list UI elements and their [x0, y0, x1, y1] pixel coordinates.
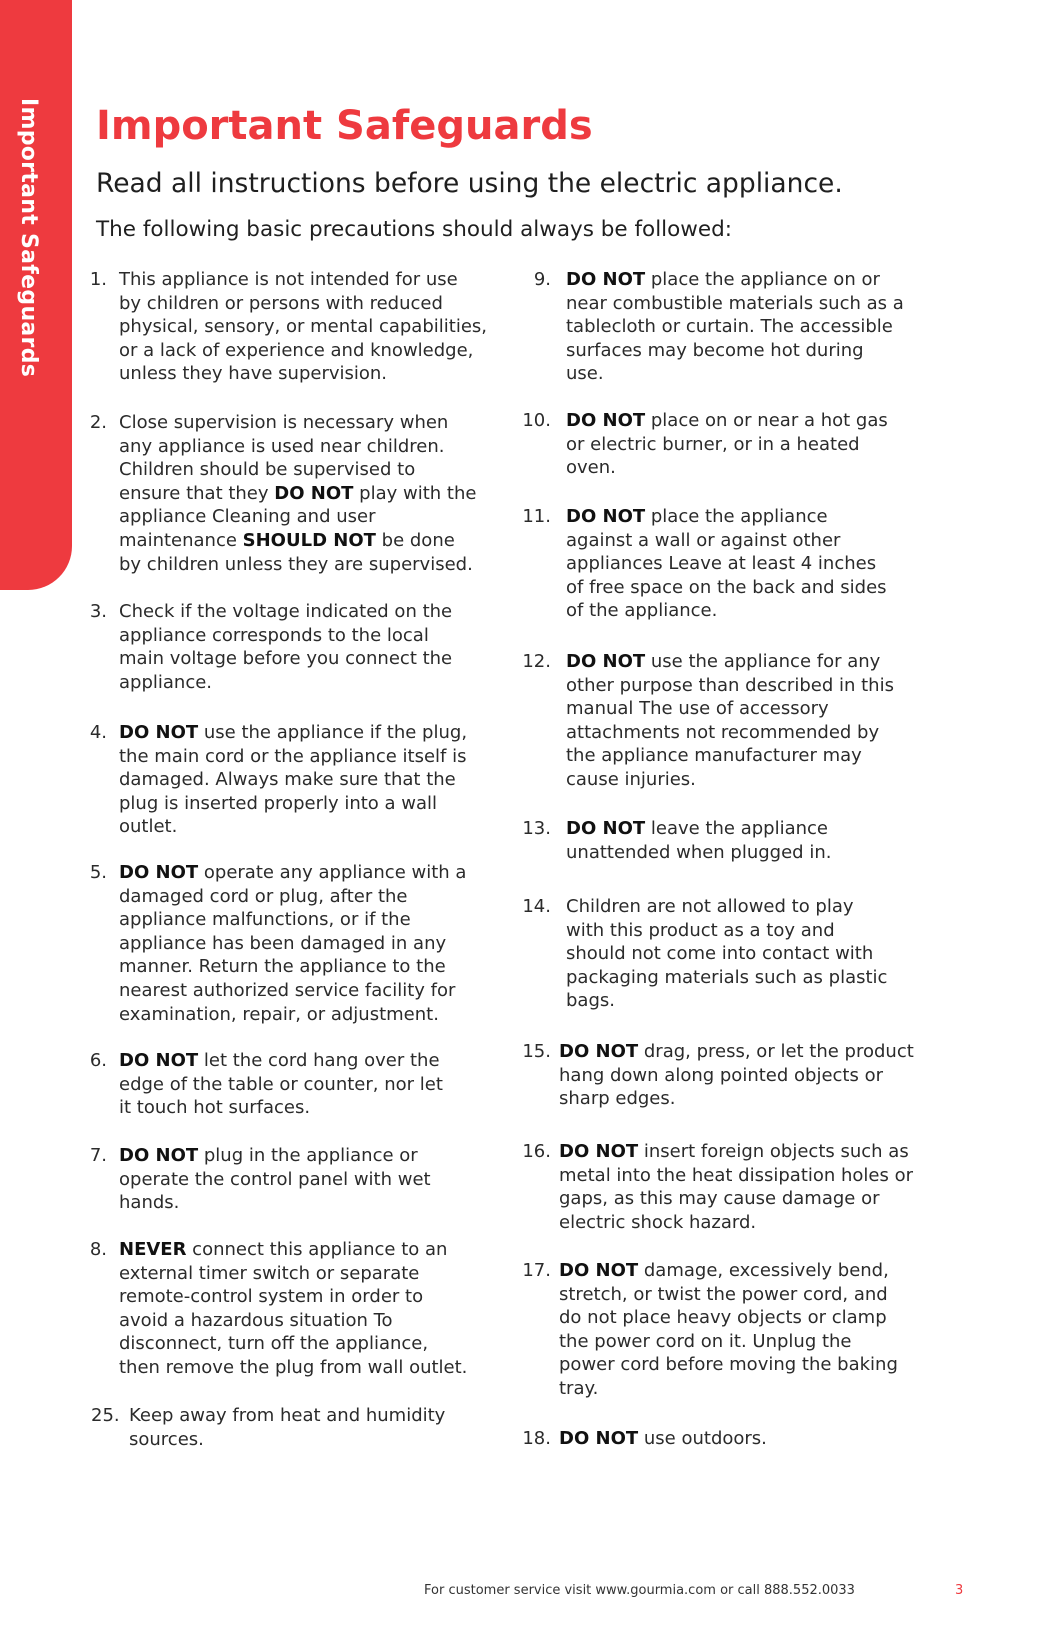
text-line: sharp edges. [559, 1088, 676, 1110]
text-line: Keep away from heat and humidity [129, 1405, 446, 1426]
text-line: attachments not recommended by [566, 721, 880, 743]
list-item-number: 9. [533, 269, 551, 290]
text-line: cause injuries. [566, 768, 696, 790]
list-item-number: 10. [522, 410, 551, 431]
text-line: NEVER connect this appliance to an [119, 1239, 448, 1260]
list-item [0, 1040, 1000, 1111]
text-line: examination, repair, or adjustment. [119, 1003, 439, 1025]
side-tab-label: Important Safeguards [16, 98, 41, 378]
text-line: DO NOT damage, excessively bend, [559, 1260, 889, 1281]
text-line: gaps, as this may cause damage or [559, 1188, 880, 1210]
list-item-text [566, 505, 936, 623]
list-item [0, 1427, 1000, 1451]
text-line: maintenance SHOULD NOT be done [119, 529, 455, 551]
text-line: the main cord or the appliance itself is [119, 745, 467, 767]
text-line: or a lack of experience and knowledge, [119, 339, 474, 361]
text-line: or electric burner, or in a heated [566, 433, 860, 455]
text-line: surfaces may become hot during [566, 339, 864, 361]
text-line: of the appliance. [566, 600, 718, 622]
list-item-text [566, 817, 936, 864]
text-line: This appliance is not intended for use [119, 269, 458, 290]
text-line: DO NOT place on or near a hot gas [566, 410, 888, 431]
text-line: nearest authorized service facility for [119, 979, 456, 1001]
text-line: use. [566, 363, 604, 385]
text-line: Check if the voltage indicated on the [119, 601, 453, 622]
text-line: bags. [566, 990, 615, 1012]
text-line: unless they have supervision. [119, 363, 388, 385]
text-line: by children unless they are supervised. [119, 553, 473, 575]
text-line: oven. [566, 457, 616, 479]
text-line: outlet. [119, 816, 178, 838]
list-item [0, 650, 1000, 792]
list-item-number: 25. [91, 1405, 120, 1426]
list-item-number: 5. [89, 862, 107, 883]
text-line: DO NOT use the appliance for any [566, 651, 881, 672]
list-item-number: 15. [522, 1041, 551, 1062]
text-line: sources. [129, 1428, 204, 1450]
text-line: by children or persons with reduced [119, 292, 443, 314]
text-line: any appliance is used near children. [119, 435, 445, 457]
text-line: appliance corresponds to the local [119, 624, 429, 646]
text-line: appliance malfunctions, or if the [119, 909, 411, 931]
list-item-number: 6. [89, 1050, 107, 1071]
text-line: other purpose than described in this [566, 674, 894, 696]
text-line: near combustible materials such as a [566, 292, 904, 314]
text-line: DO NOT place the appliance on or [566, 269, 880, 290]
list-item-text [566, 268, 936, 386]
list-item [0, 817, 1000, 864]
list-item [0, 895, 1000, 1013]
text-line: Children are not allowed to play [566, 896, 854, 917]
text-line: tray. [559, 1377, 599, 1399]
text-line: appliances Leave at least 4 inches [566, 553, 877, 575]
text-line: appliance Cleaning and user [119, 506, 376, 528]
text-line: disconnect, turn off the appliance, [119, 1333, 429, 1355]
text-line: should not come into contact with [566, 943, 874, 965]
text-line: packaging materials such as plastic [566, 966, 888, 988]
text-line: DO NOT let the cord hang over the [119, 1050, 440, 1071]
text-line: DO NOT plug in the appliance or [119, 1145, 418, 1166]
list-item [0, 409, 1000, 480]
page-number: 3 [955, 1583, 964, 1598]
page-subtitle: Read all instructions before using the electric appliance. [96, 168, 843, 199]
text-line: main voltage before you connect the [119, 648, 453, 670]
text-line: remote-control system in order to [119, 1286, 424, 1308]
list-item-number: 8. [89, 1239, 107, 1260]
text-line: the appliance manufacturer may [566, 745, 862, 767]
text-line: plug is inserted properly into a wall [119, 792, 438, 814]
text-line: DO NOT insert foreign objects such as [559, 1141, 909, 1162]
text-line: tablecloth or curtain. The accessible [566, 316, 893, 338]
text-line: stretch, or twist the power cord, and [559, 1283, 888, 1305]
text-line: avoid a hazardous situation To [119, 1309, 393, 1331]
text-line: of free space on the back and sides [566, 576, 887, 598]
list-item-number: 4. [89, 722, 107, 743]
text-line: the power cord on it. Unplug the [559, 1330, 852, 1352]
list-item [0, 268, 1000, 386]
text-line: metal into the heat dissipation holes or [559, 1164, 914, 1186]
list-item-number: 17. [522, 1260, 551, 1281]
list-item [0, 1259, 1000, 1401]
list-item-number: 2. [89, 412, 107, 433]
text-line: electric shock hazard. [559, 1211, 757, 1233]
text-line: DO NOT use the appliance if the plug, [119, 722, 468, 743]
list-item-text [559, 1259, 929, 1401]
text-line: then remove the plug from wall outlet. [119, 1356, 468, 1378]
text-line: manner. Return the appliance to the [119, 956, 446, 978]
list-item-number: 11. [522, 506, 551, 527]
text-line: manual The use of accessory [566, 698, 829, 720]
list-item-number: 12. [522, 651, 551, 672]
list-item-number: 16. [522, 1141, 551, 1162]
list-item [0, 1140, 1000, 1234]
text-line: DO NOT drag, press, or let the product [559, 1041, 914, 1062]
list-item-number: 1. [89, 269, 107, 290]
text-line: against a wall or against other [566, 529, 841, 551]
footer-text: For customer service visit www.gourmia.com or call 888.552.0033 [424, 1583, 855, 1598]
text-line: hang down along pointed objects or [559, 1064, 883, 1086]
list-item-number: 13. [522, 818, 551, 839]
list-item-text [566, 650, 936, 792]
text-line: physical, sensory, or mental capabilities, [119, 316, 487, 338]
list-item-number: 14. [522, 896, 551, 917]
text-line: operate the control panel with wet [119, 1168, 431, 1190]
text-line: do not place heavy objects or clamp [559, 1307, 887, 1329]
text-line: damaged cord or plug, after the [119, 885, 408, 907]
text-line: edge of the table or counter, nor let [119, 1073, 443, 1095]
text-line: DO NOT place the appliance [566, 506, 828, 527]
text-line: ensure that they DO NOT play with the [119, 482, 477, 504]
text-line: DO NOT leave the appliance [566, 818, 828, 839]
text-line: hands. [119, 1192, 180, 1214]
list-item-number: 7. [89, 1145, 107, 1166]
list-item-text [559, 1040, 929, 1111]
list-item-text [566, 895, 936, 1013]
text-line: DO NOT use outdoors. [559, 1428, 767, 1449]
list-item-number: 18. [522, 1428, 551, 1449]
list-item-number: 3. [89, 601, 107, 622]
text-line: Children should be supervised to [119, 459, 416, 481]
list-item-text [559, 1427, 929, 1451]
text-line: appliance. [119, 671, 213, 693]
page-title: Important Safeguards [96, 103, 593, 149]
text-line: power cord before moving the baking [559, 1354, 898, 1376]
text-line: appliance has been damaged in any [119, 932, 447, 954]
list-item-text [559, 1140, 929, 1234]
text-line: with this product as a toy and [566, 919, 835, 941]
text-line: DO NOT operate any appliance with a [119, 862, 467, 883]
text-line: damaged. Always make sure that the [119, 769, 456, 791]
text-line: unattended when plugged in. [566, 841, 832, 863]
text-line: Close supervision is necessary when [119, 412, 449, 433]
list-item [0, 505, 1000, 623]
text-line: external timer switch or separate [119, 1262, 420, 1284]
list-item-text [566, 409, 936, 480]
text-line: it touch hot surfaces. [119, 1097, 311, 1119]
intro-text: The following basic precautions should always be followed: [96, 217, 733, 242]
